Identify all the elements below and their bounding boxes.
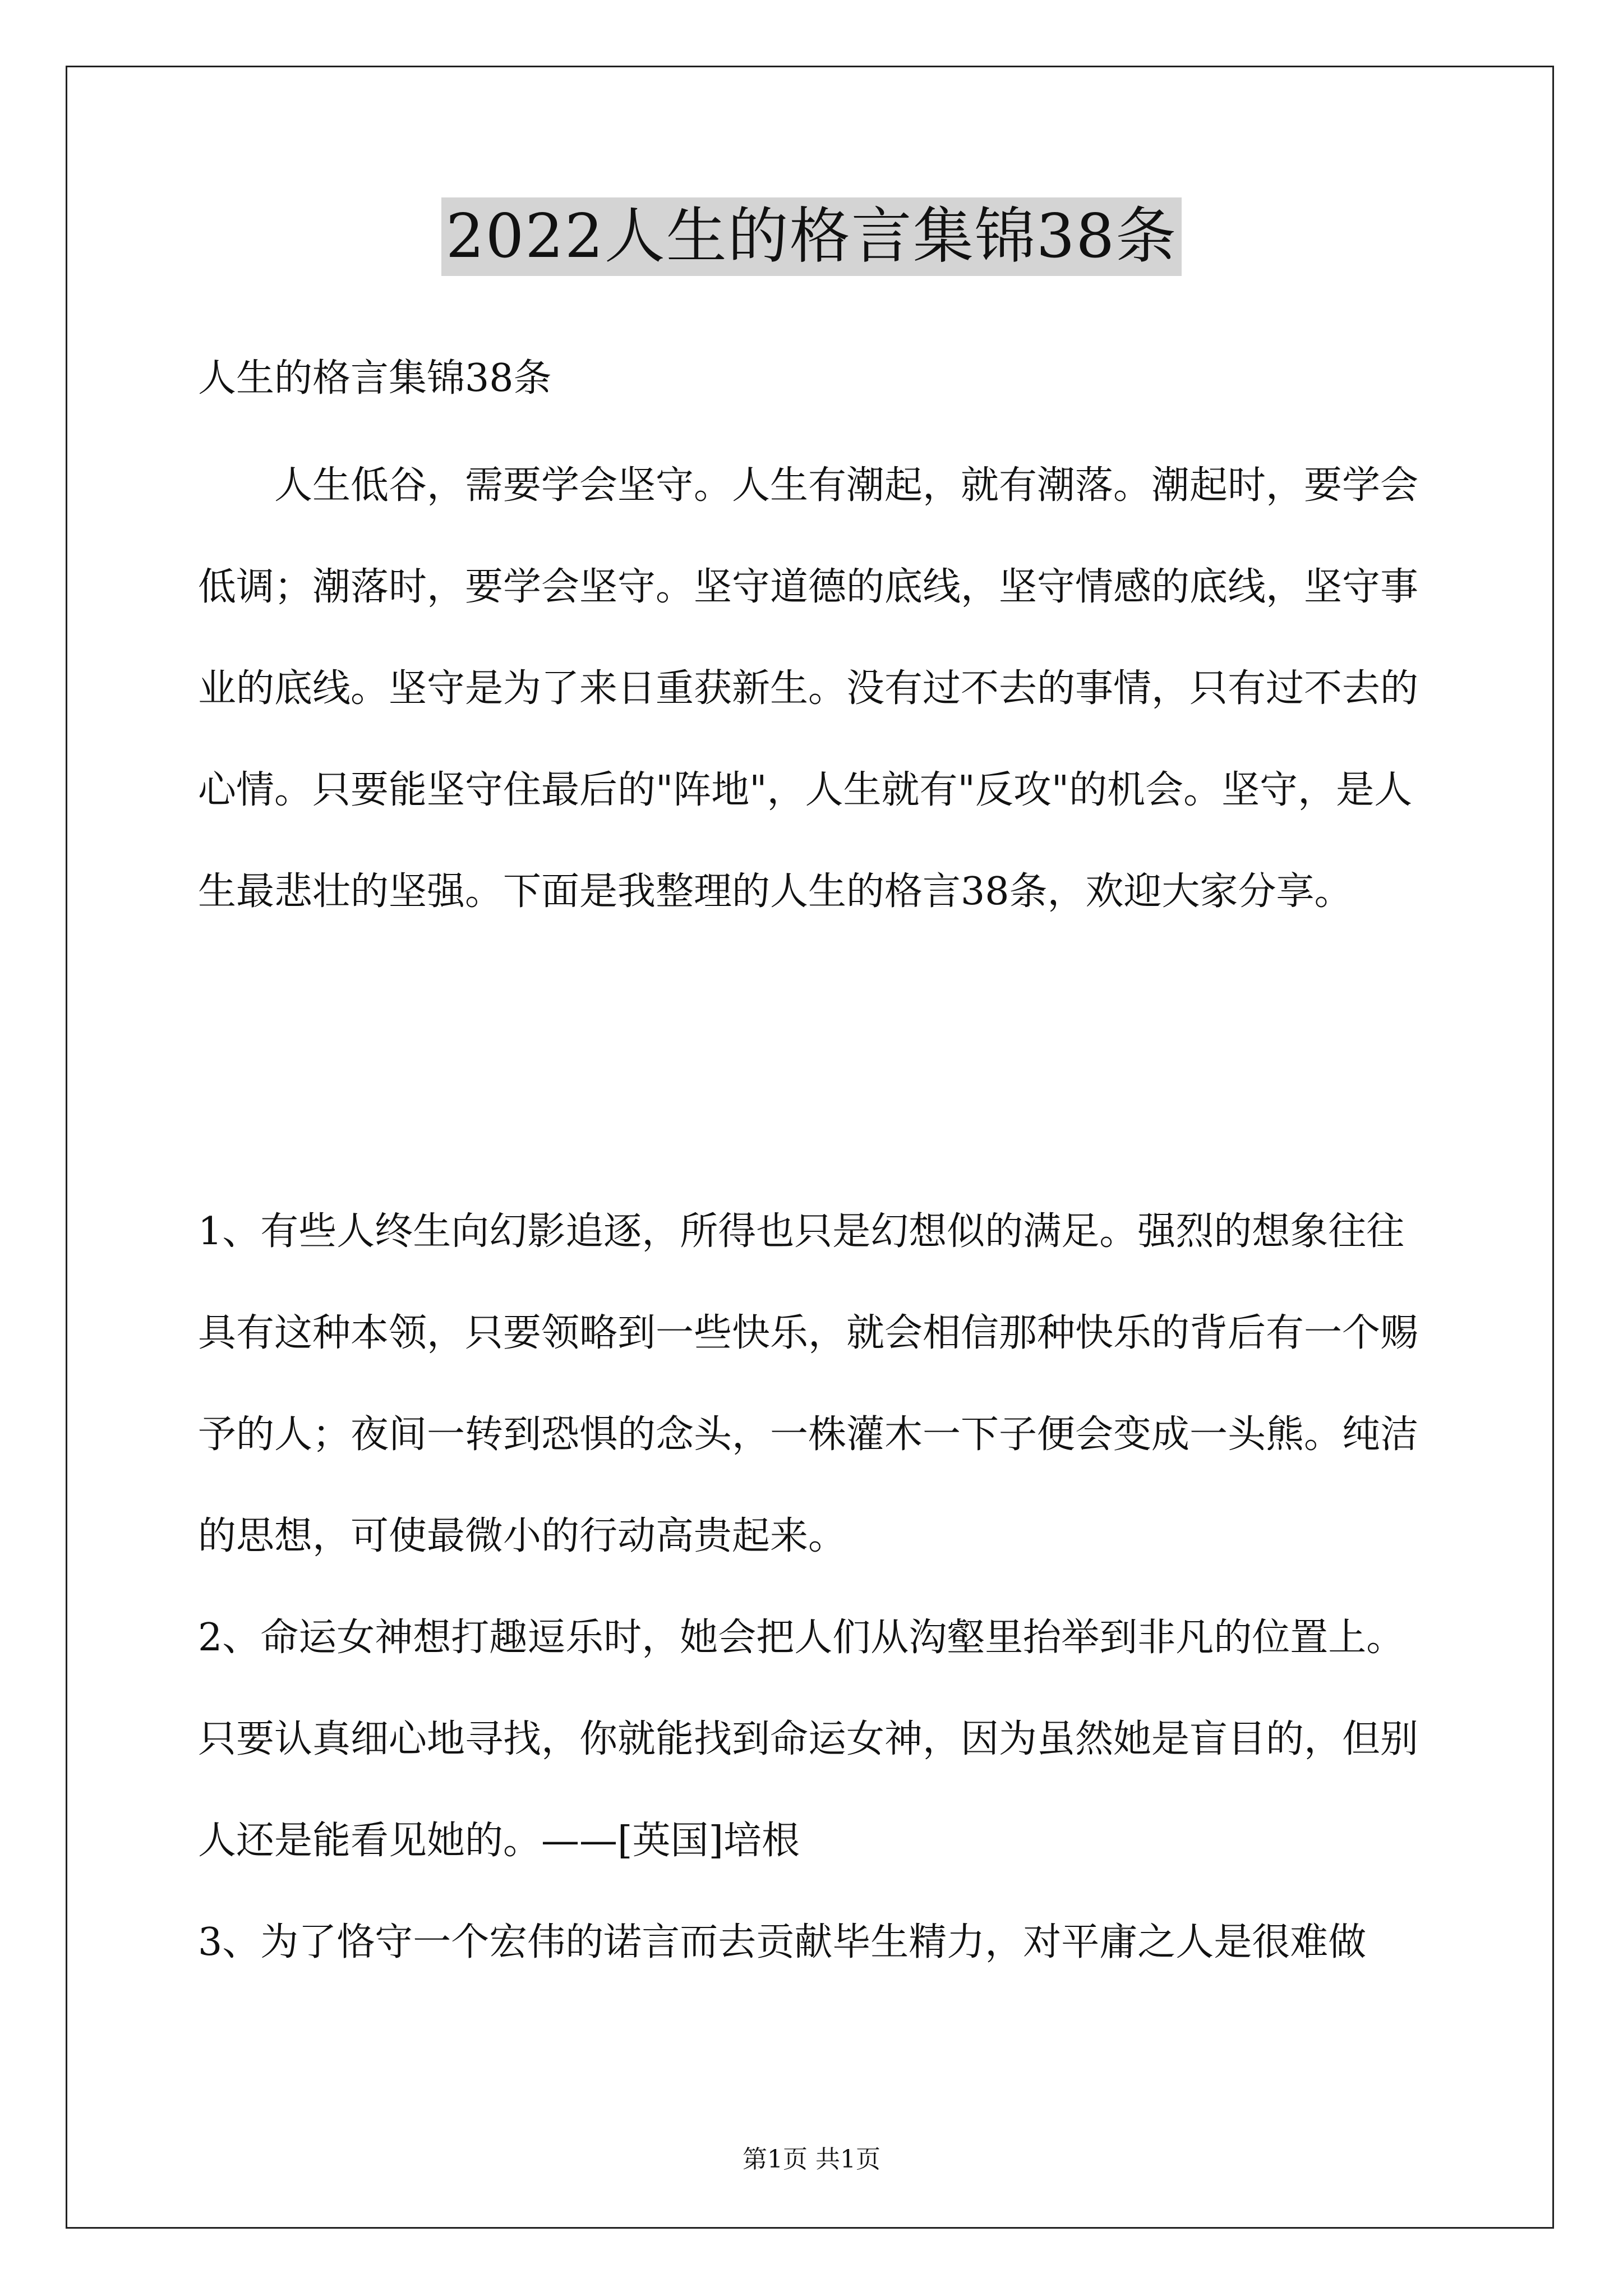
- page-footer: 第1页 共1页: [743, 2145, 880, 2174]
- document-subtitle: 人生的格言集锦38条: [198, 356, 552, 401]
- quote-item-2: 2、命运女神想打趣逗乐时，她会把人们从沟壑里抬举到非凡的位置上。只要认真细心地寻找，你就能找到命运女神，因为虽然她是盲目的，但别人还是能看见她的。——[英国]培根: [198, 1616, 1419, 1863]
- document-title: 2022人生的格言集锦38条: [441, 197, 1182, 276]
- intro-paragraph: 人生低谷，需要学会坚守。人生有潮起，就有潮落。潮起时，要学会低调；潮落时，要学会坚守。坚守道德的底线，坚守情感的底线，坚守事业的底线。坚守是为了来日重获新生。没有过不去的事情，只有过不去的心情。只要能坚守住最后的"阵地"，人生就有"反攻"的机会。坚守，是人生最悲壮的坚强。下面是我整理的人生的格言38条，欢迎大家分享。: [198, 463, 1419, 914]
- quote-item-3: 3、为了恪守一个宏伟的诺言而去贡献毕生精力，对平庸之人是很难做: [198, 1920, 1367, 1964]
- quote-item-1: 1、有些人终生向幻影追逐，所得也只是幻想似的满足。强烈的想象往往具有这种本领，只要领略到一些快乐，就会相信那种快乐的背后有一个赐予的人；夜间一转到恐惧的念头，一株灌木一下子便会变成一头熊。纯洁的思想，可使最微小的行动高贵起来。: [198, 1209, 1419, 1558]
- quote-list: [198, 1181, 1437, 1993]
- title-container: [0, 197, 1623, 276]
